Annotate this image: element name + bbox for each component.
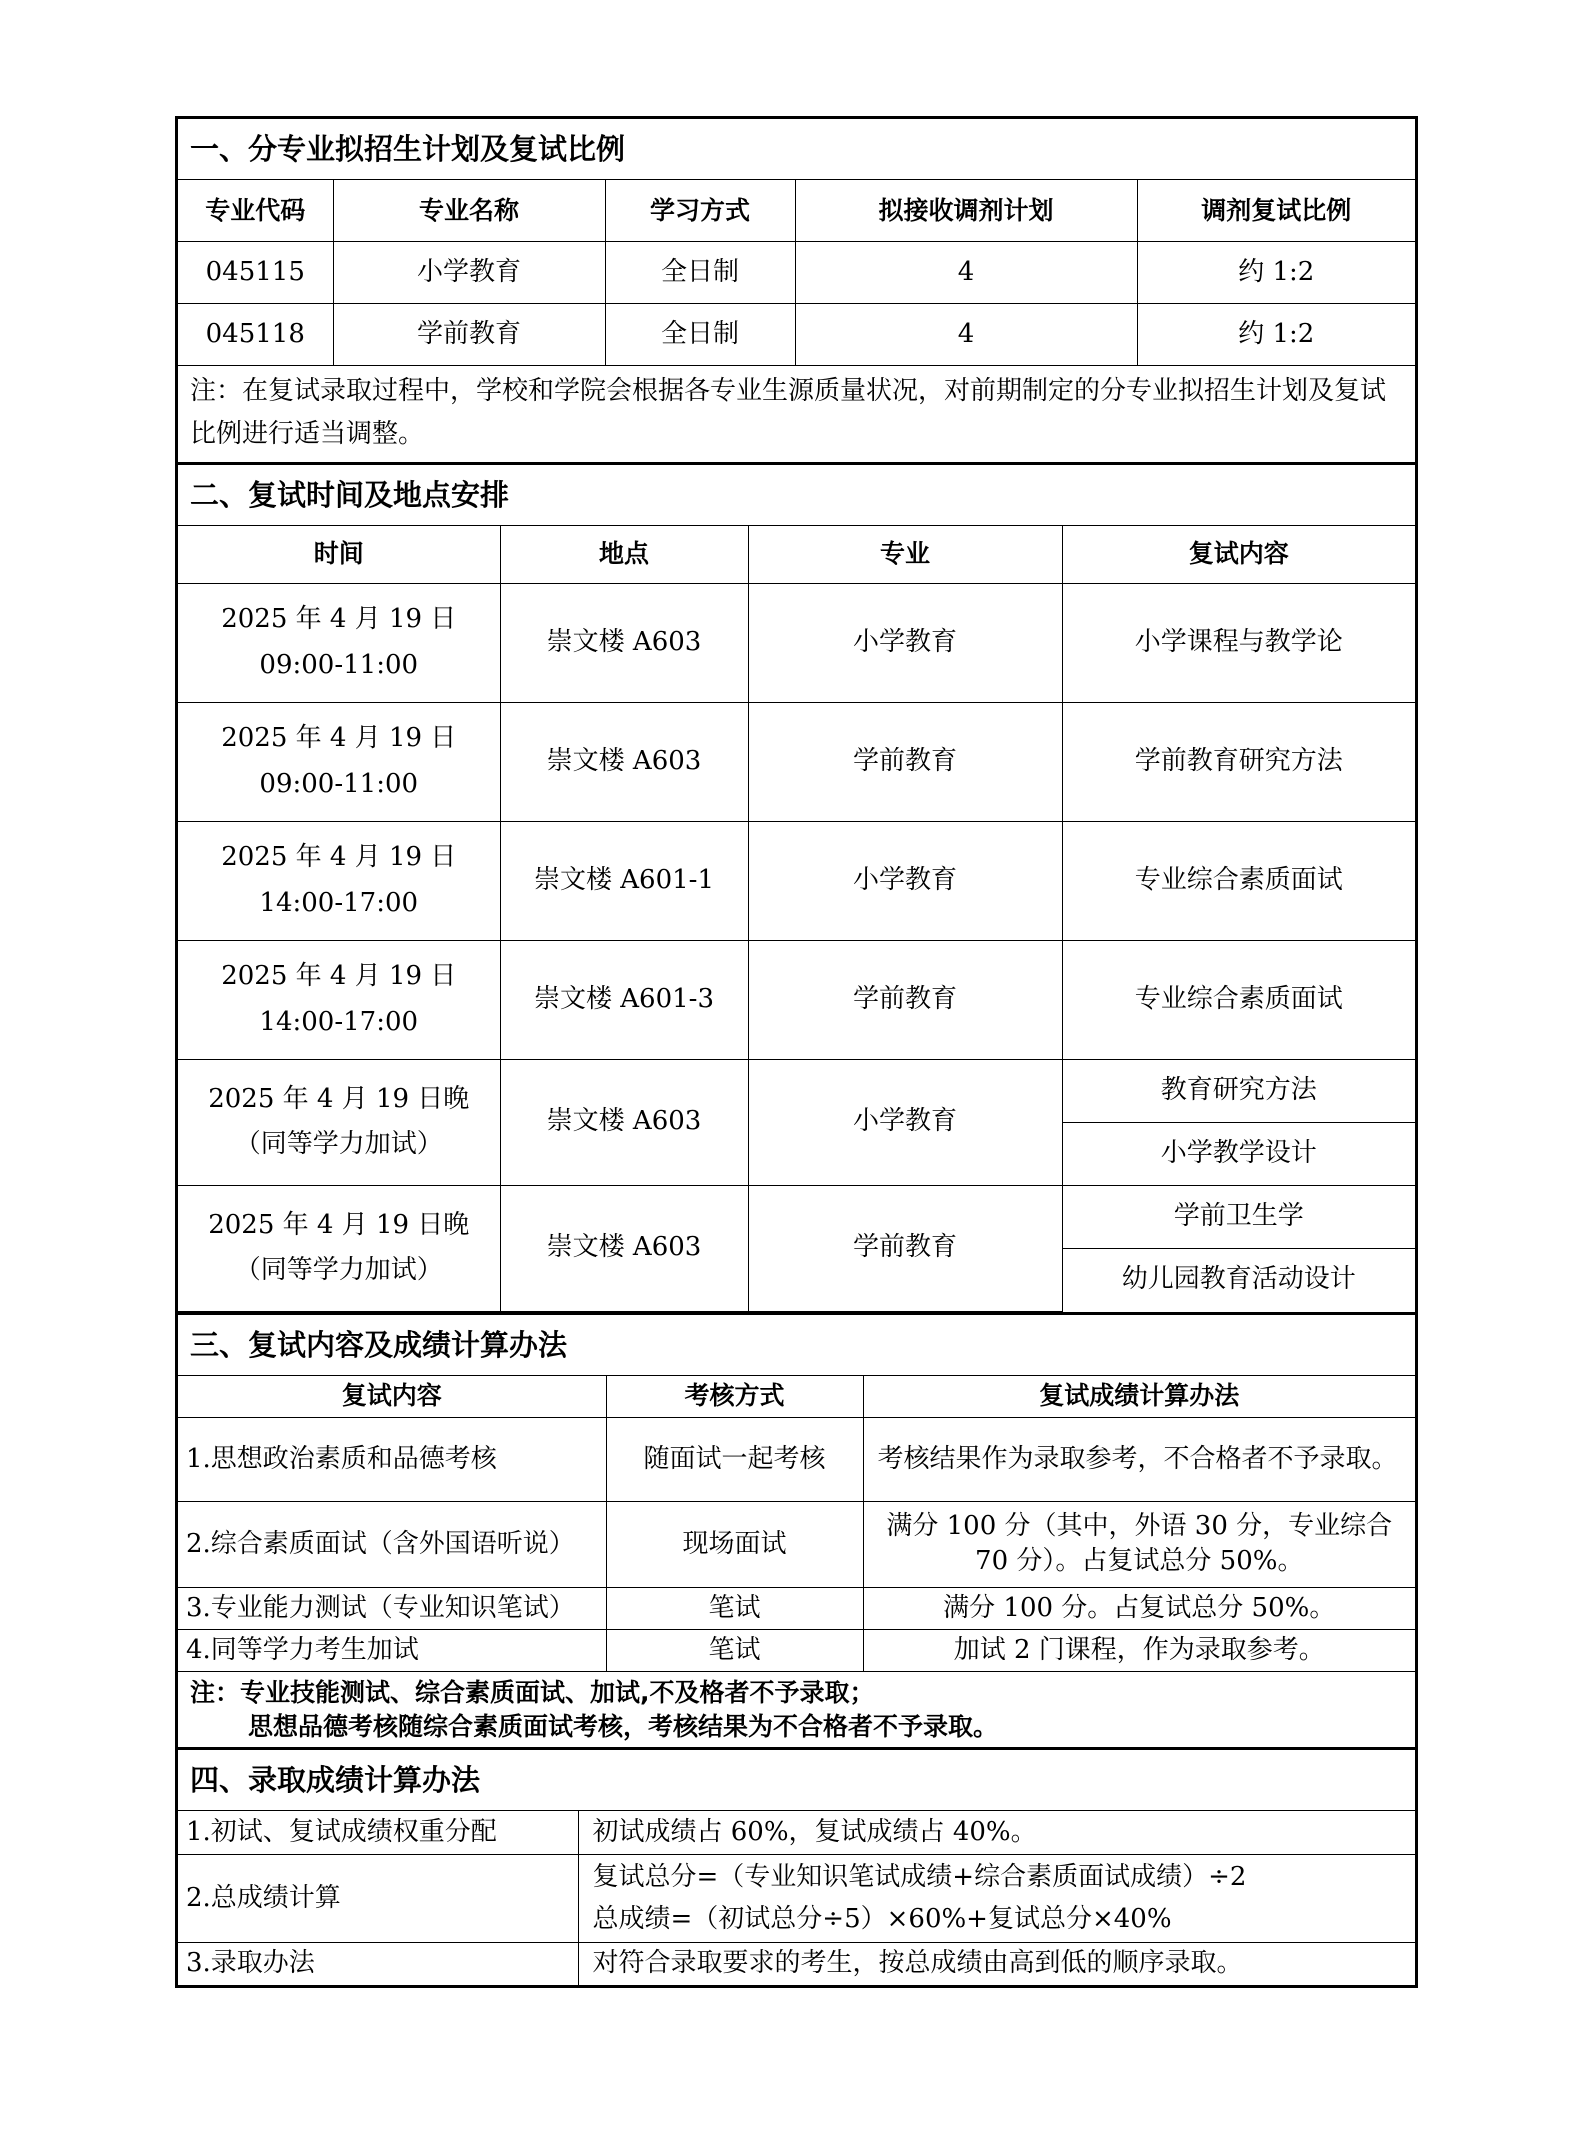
cell: 1.思想政治素质和品德考核 [178, 1417, 606, 1501]
major-cell: 学前教育 [748, 940, 1062, 1059]
content-cell: 教育研究方法 [1062, 1059, 1415, 1122]
cell: 4.同等学力考生加试 [178, 1629, 606, 1671]
table-row [178, 1185, 1415, 1248]
time-cell [178, 583, 500, 702]
label-cell: 2.总成绩计算 [178, 1855, 578, 1943]
table-row [178, 242, 1415, 304]
table-row [178, 821, 1415, 940]
cell: 笔试 [606, 1629, 863, 1671]
date-text: 2025 年 4 月 19 日 [221, 961, 457, 992]
table-row [178, 940, 1415, 1059]
header-cell: 调剂复试比例 [1137, 180, 1415, 242]
cell: 小学教育 [333, 242, 605, 304]
cell: 学前教育 [333, 304, 605, 366]
header-cell: 专业 [748, 525, 1062, 583]
label-cell: 1.初试、复试成绩权重分配 [178, 1811, 578, 1855]
content-cell: 小学教学设计 [1062, 1122, 1415, 1185]
place-cell: 崇文楼 A601-3 [500, 940, 748, 1059]
formula-line: 复试总分=（专业知识笔试成绩+综合素质面试成绩）÷2 [592, 1862, 1247, 1893]
cell: 考核结果作为录取参考，不合格者不予录取。 [863, 1417, 1415, 1501]
cell: 3.专业能力测试（专业知识笔试） [178, 1587, 606, 1629]
table-row [178, 1501, 1415, 1587]
major-cell: 学前教育 [748, 1185, 1062, 1311]
admission-score-table [178, 1810, 1415, 1985]
table-row [178, 1059, 1415, 1122]
note-row [178, 1671, 1415, 1747]
section-title: 二、复试时间及地点安排 [190, 477, 510, 512]
time-text: 09:00-11:00 [259, 768, 419, 799]
table-row [178, 1811, 1415, 1855]
content-cell: 幼儿园教育活动设计 [1062, 1248, 1415, 1311]
cell: 全日制 [605, 304, 795, 366]
table-row [178, 1587, 1415, 1629]
enrollment-plan-table [178, 179, 1415, 462]
cell: 现场面试 [606, 1501, 863, 1587]
major-cell: 小学教育 [748, 821, 1062, 940]
cell: 约 1:2 [1137, 242, 1415, 304]
cell: 4 [795, 242, 1137, 304]
section-title: 三、复试内容及成绩计算办法 [190, 1327, 568, 1362]
date-text: 2025 年 4 月 19 日 [221, 842, 457, 873]
table-header-row [178, 180, 1415, 242]
time-cell [178, 702, 500, 821]
time-text: 09:00-11:00 [259, 649, 419, 680]
section-title: 一、分专业拟招生计划及复试比例 [190, 132, 626, 166]
value-cell: 初试成绩占 60%，复试成绩占 40%。 [578, 1811, 1415, 1855]
section-enrollment-plan [175, 116, 1418, 462]
cell: 045118 [178, 304, 333, 366]
place-cell: 崇文楼 A603 [500, 1185, 748, 1311]
value-cell: 对符合录取要求的考生，按总成绩由高到低的顺序录取。 [578, 1943, 1415, 1985]
time-cell [178, 821, 500, 940]
time-text: 14:00-17:00 [259, 1006, 419, 1037]
value-cell [578, 1855, 1415, 1943]
note-line: 思想品德考核随综合素质面试考核，考核结果为不合格者不予录取。 [248, 1711, 999, 1741]
major-cell: 小学教育 [748, 1059, 1062, 1185]
section-title: 四、录取成绩计算办法 [190, 1763, 481, 1798]
table-header-row [178, 1375, 1415, 1417]
retest-content-table [178, 1375, 1415, 1748]
section-admission-score [175, 1747, 1418, 1988]
header-cell: 地点 [500, 525, 748, 583]
header-cell: 复试内容 [1062, 525, 1415, 583]
content-cell: 专业综合素质面试 [1062, 821, 1415, 940]
header-cell: 复试内容 [178, 1375, 606, 1417]
cell: 4 [795, 304, 1137, 366]
header-cell: 时间 [178, 525, 500, 583]
table-row [178, 1629, 1415, 1671]
table-row [178, 1943, 1415, 1985]
section-retest-content [175, 1312, 1418, 1748]
content-cell: 学前教育研究方法 [1062, 702, 1415, 821]
major-cell: 学前教育 [748, 702, 1062, 821]
major-cell: 小学教育 [748, 583, 1062, 702]
place-cell: 崇文楼 A603 [500, 702, 748, 821]
cell: 满分 100 分（其中，外语 30 分，专业综合 70 分）。占复试总分 50%。 [863, 1501, 1415, 1587]
date-text: 2025 年 4 月 19 日晚 [208, 1083, 470, 1114]
header-cell: 专业名称 [333, 180, 605, 242]
note-line: 注：专业技能测试、综合素质面试、加试,不及格者不予录取； [190, 1677, 875, 1707]
table-row [178, 1417, 1415, 1501]
cell: 随面试一起考核 [606, 1417, 863, 1501]
note-cell [178, 1671, 1415, 1747]
cell: 045115 [178, 242, 333, 304]
cell: 2.综合素质面试（含外国语听说） [178, 1501, 606, 1587]
header-cell: 学习方式 [605, 180, 795, 242]
formula-line: 总成绩=（初试总分÷5）×60%+复试总分×40% [592, 1903, 1172, 1934]
cell: 加试 2 门课程，作为录取参考。 [863, 1629, 1415, 1671]
schedule-table [178, 525, 1415, 1312]
time-text: （同等学力加试） [234, 1129, 443, 1160]
note-text: 注：在复试录取过程中，学校和学院会根据各专业生源质量状况，对前期制定的分专业拟招生计划及复试比例进行适当调整。 [178, 366, 1415, 462]
table-row [178, 702, 1415, 821]
cell: 约 1:2 [1137, 304, 1415, 366]
table-row [178, 304, 1415, 366]
header-cell: 拟接收调剂计划 [795, 180, 1137, 242]
cell: 满分 100 分。占复试总分 50%。 [863, 1587, 1415, 1629]
table-row [178, 1855, 1415, 1943]
place-cell: 崇文楼 A601-1 [500, 821, 748, 940]
cell: 全日制 [605, 242, 795, 304]
content-cell: 专业综合素质面试 [1062, 940, 1415, 1059]
time-text: （同等学力加试） [234, 1255, 443, 1286]
date-text: 2025 年 4 月 19 日 [221, 604, 457, 635]
content-cell: 学前卫生学 [1062, 1185, 1415, 1248]
date-text: 2025 年 4 月 19 日 [221, 723, 457, 754]
place-cell: 崇文楼 A603 [500, 1059, 748, 1185]
content-cell: 小学课程与教学论 [1062, 583, 1415, 702]
cell: 笔试 [606, 1587, 863, 1629]
time-cell [178, 1059, 500, 1185]
header-cell: 考核方式 [606, 1375, 863, 1417]
document-page [175, 116, 1418, 1988]
time-text: 14:00-17:00 [259, 887, 419, 918]
date-text: 2025 年 4 月 19 日晚 [208, 1209, 470, 1240]
header-cell: 专业代码 [178, 180, 333, 242]
time-cell [178, 940, 500, 1059]
label-cell: 3.录取办法 [178, 1943, 578, 1985]
header-cell: 复试成绩计算办法 [863, 1375, 1415, 1417]
table-row [178, 583, 1415, 702]
place-cell: 崇文楼 A603 [500, 583, 748, 702]
note-row [178, 366, 1415, 462]
table-header-row [178, 525, 1415, 583]
section-schedule [175, 462, 1418, 1312]
time-cell [178, 1185, 500, 1311]
